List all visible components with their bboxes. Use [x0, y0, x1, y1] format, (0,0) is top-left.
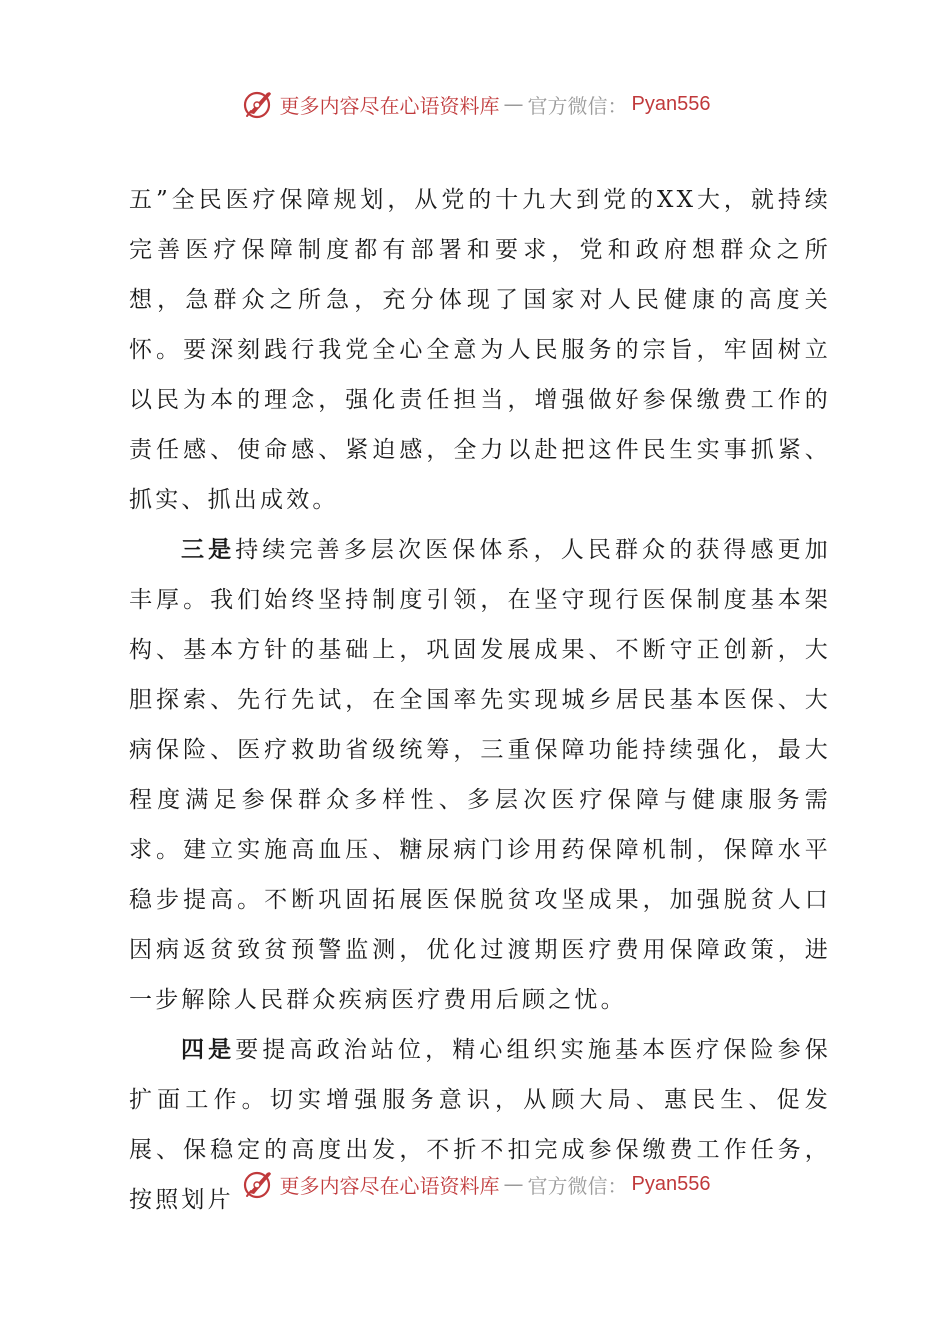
quill-pen-logo-icon	[240, 86, 276, 122]
paragraph-3-text: 要提高政治站位，精心组织实施基本医疗保险参保扩面工作。切实增强服务意识，从顾大局、惠民生、促发展、保稳定的高度出发，不折不扣完成参保缴费工作任务，按照划片	[129, 1037, 831, 1213]
paragraph-3-lead: 四是	[181, 1036, 236, 1063]
banner-dash: —	[503, 1172, 524, 1196]
banner-wechat-label: 官方微信：	[527, 93, 628, 118]
header-banner	[0, 84, 950, 124]
paragraph-1-text: 五”全民医疗保障规划，从党的十九大到党的XX大，就持续完善医疗保障制度都有部署和要求，党和政府想群众之所想，急群众之所急，充分体现了国家对人民健康的高度关怀。要深刻践行我党全心全意为人民服务的宗旨，牢固树立以民为本的理念，强化责任担当，增强做好参保缴费工作的责任感、使命感、紧迫感，全力以赴把这件民生实事抓紧、抓实、抓出成效。	[129, 187, 832, 513]
banner-wechat-label: 官方微信：	[527, 1173, 628, 1198]
banner-wechat-id: Pyan556	[631, 92, 711, 115]
paragraph-1	[129, 175, 831, 525]
document-body	[129, 175, 831, 1225]
paragraph-2-text: 持续完善多层次医保体系，人民群众的获得感更加丰厚。我们始终坚持制度引领，在坚守现行医保制度基本架构、基本方针的基础上，巩固发展成果、不断守正创新，大胆探索、先行先试，在全国率先实现城乡居民基本医保、大病保险、医疗救助省级统筹，三重保障功能持续强化，最大程度满足参保群众多样性、多层次医疗保障与健康服务需求。建立实施高血压、糖尿病门诊用药保障机制，保障水平稳步提高。不断巩固拓展医保脱贫攻坚成果，加强脱贫人口因病返贫致贫预警监测，优化过渡期医疗费用保障政策，进一步解除人民群众疾病医疗费用后顾之忧。	[129, 537, 831, 1013]
paragraph-2	[129, 525, 831, 1025]
footer-banner	[0, 1164, 950, 1204]
banner-dash: —	[503, 92, 524, 116]
banner-wechat-id: Pyan556	[631, 1172, 711, 1195]
paragraph-2-lead: 三是	[181, 536, 236, 563]
banner-slogan: 更多内容尽在心语资料库	[279, 93, 500, 118]
banner-slogan: 更多内容尽在心语资料库	[279, 1173, 500, 1198]
quill-pen-logo-icon	[240, 1166, 276, 1202]
